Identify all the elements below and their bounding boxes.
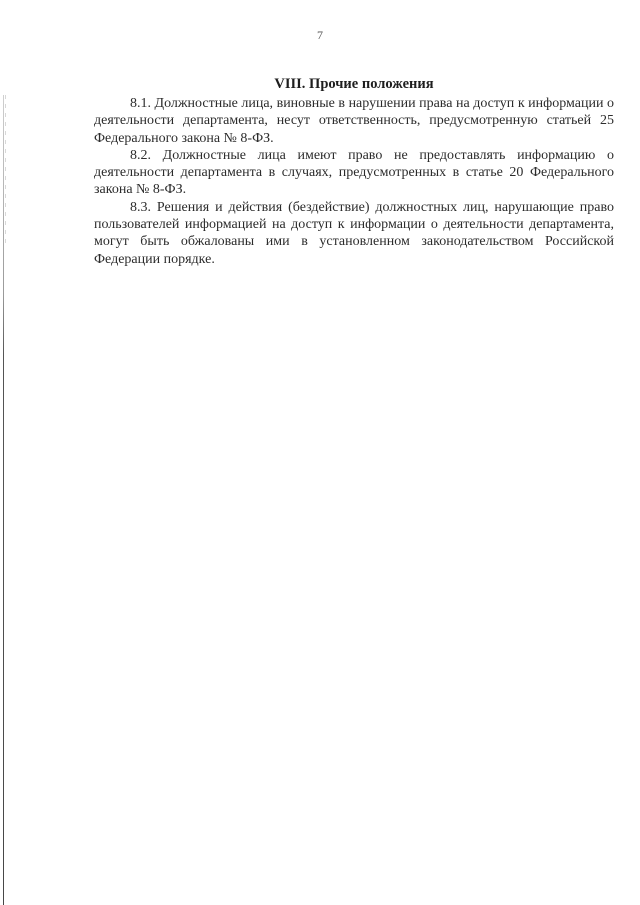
paragraph-8-1: 8.1. Должностные лица, виновные в нарушении права на доступ к информации о деятельности департамента, несут ответственность, предусмотренную статьей 25 Федерального закона № 8-ФЗ.	[94, 96, 614, 146]
page-number: 7	[317, 28, 323, 42]
scan-edge-dots	[5, 95, 6, 245]
paragraph-8-2: 8.2. Должностные лица имеют право не предоставлять информацию о деятельности департамента в случаях, предусмотренных в статье 20 Федерального закона № 8-ФЗ.	[94, 147, 614, 198]
paragraph-8-3: 8.3. Решения и действия (бездействие) должностных лиц, нарушающие право пользователей информацией на доступ к информации о деятельности департамента, могут быть обжалованы ими в установленном законодательством Российской Федерации порядке.	[94, 199, 614, 267]
section-heading: VIII. Прочие положения	[274, 76, 434, 92]
scan-edge-line	[3, 95, 4, 905]
document-body	[94, 95, 614, 268]
